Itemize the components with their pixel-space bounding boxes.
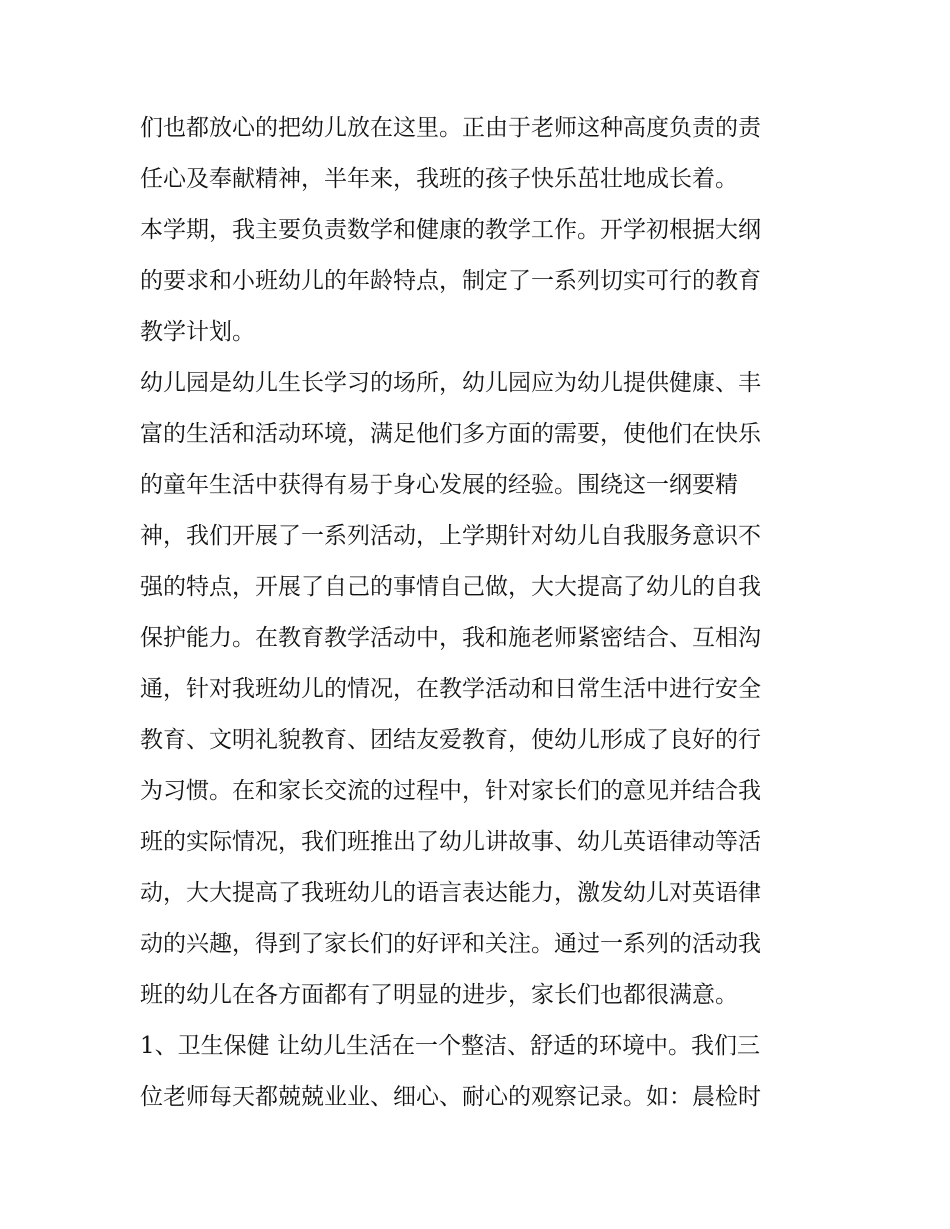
text-line: 保护能力。在教育教学活动中，我和施老师紧密结合、互相沟 bbox=[140, 625, 761, 651]
text-line: 教学计划。 bbox=[140, 319, 255, 345]
text-line: 们也都放心的把幼儿放在这里。正由于老师这种高度负责的责 bbox=[140, 115, 761, 141]
text-line: 通，针对我班幼儿的情况，在教学活动和日常生活中进行安全 bbox=[140, 676, 761, 702]
text-line: 的童年生活中获得有易于身心发展的经验。围绕这一纲要精 bbox=[140, 472, 738, 498]
text-line: 动的兴趣，得到了家长们的好评和关注。通过一系列的活动我 bbox=[140, 931, 761, 957]
text-line: 位老师每天都兢兢业业、细心、耐心的观察记录。如：晨检时 bbox=[140, 1084, 761, 1110]
text-line: 教育、文明礼貌教育、团结友爱教育，使幼儿形成了良好的行 bbox=[140, 727, 761, 753]
text-line: 的要求和小班幼儿的年龄特点，制定了一系列切实可行的教育 bbox=[140, 268, 761, 294]
text-line: 本学期，我主要负责数学和健康的教学工作。开学初根据大纲 bbox=[140, 217, 761, 243]
text-line: 强的特点，开展了自己的事情自己做，大大提高了幼儿的自我 bbox=[140, 574, 761, 600]
text-line: 富的生活和活动环境，满足他们多方面的需要，使他们在快乐 bbox=[140, 421, 761, 447]
text-line: 班的幼儿在各方面都有了明显的进步，家长们也都很满意。 bbox=[140, 982, 738, 1008]
text-line: 幼儿园是幼儿生长学习的场所，幼儿园应为幼儿提供健康、丰 bbox=[140, 370, 761, 396]
text-line: 1、卫生保健 让幼儿生活在一个整洁、舒适的环境中。我们三 bbox=[140, 1033, 760, 1059]
text-line: 动，大大提高了我班幼儿的语言表达能力，激发幼儿对英语律 bbox=[140, 880, 761, 906]
text-line: 为习惯。在和家长交流的过程中，针对家长们的意见并结合我 bbox=[140, 778, 761, 804]
text-line: 班的实际情况，我们班推出了幼儿讲故事、幼儿英语律动等活 bbox=[140, 829, 761, 855]
body-text bbox=[140, 103, 820, 1123]
text-line: 神，我们开展了一系列活动，上学期针对幼儿自我服务意识不 bbox=[140, 523, 761, 549]
text-line: 任心及奉献精神，半年来，我班的孩子快乐茁壮地成长着。 bbox=[140, 166, 738, 192]
